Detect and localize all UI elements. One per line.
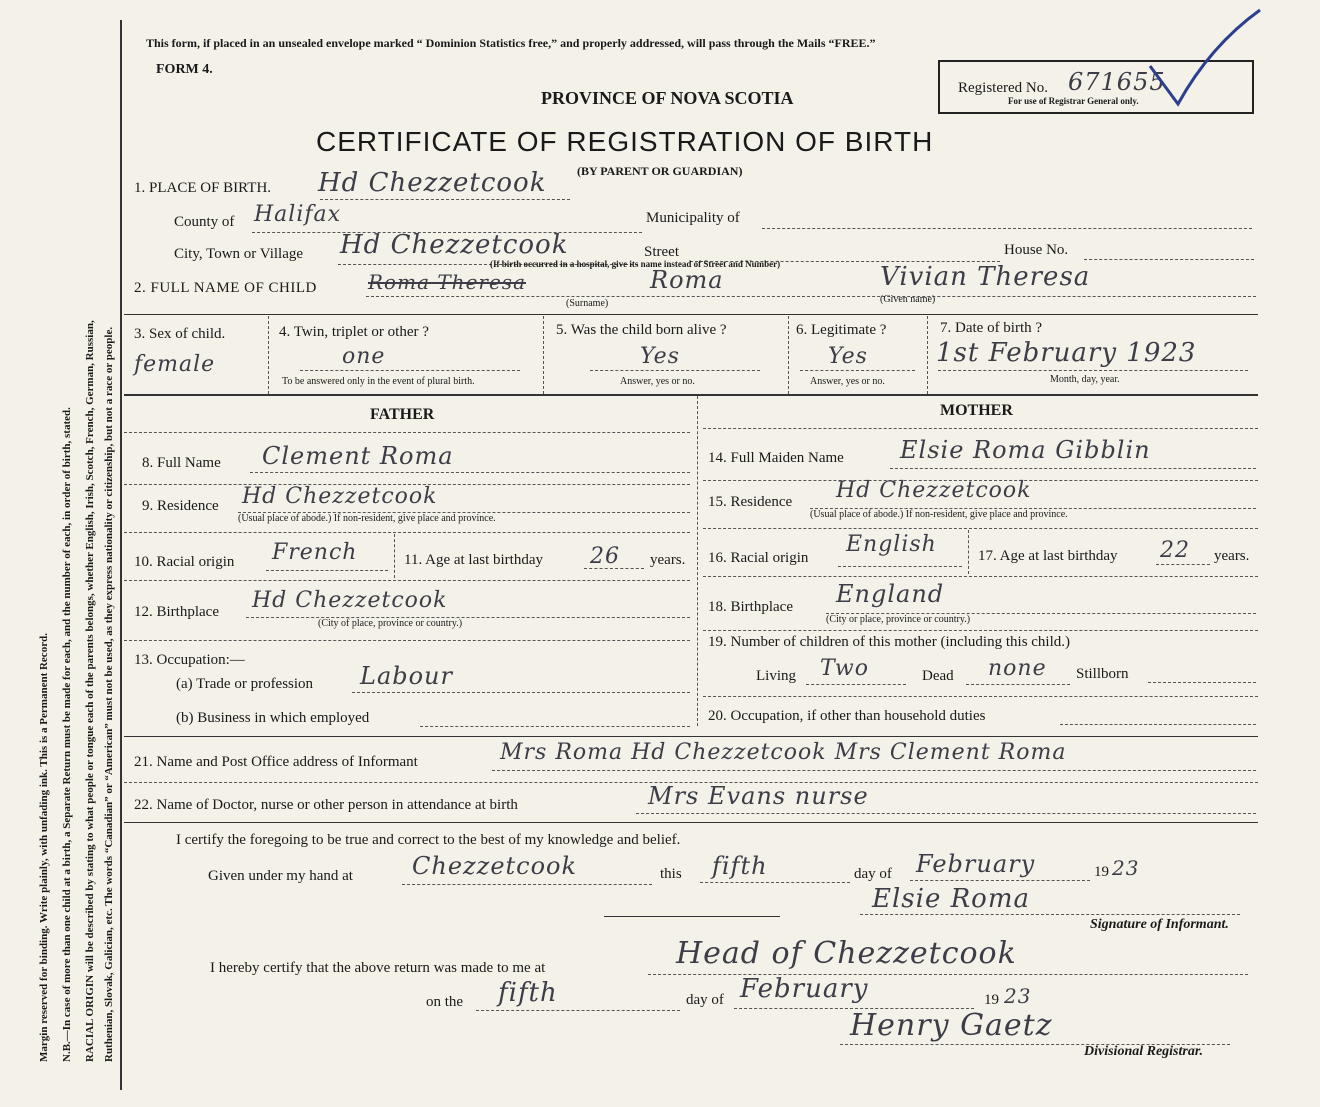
father-age-value: 26	[590, 544, 620, 569]
mother-occupation-label: 20. Occupation, if other than household duties	[708, 708, 986, 724]
hospital-note: (If birth occurred in a hospital, give its name instead of Street and Number)	[490, 259, 781, 269]
house-label: House No.	[1004, 242, 1069, 258]
municipality-label: Municipality of	[646, 210, 740, 226]
certify-year-value: 23	[1112, 856, 1140, 880]
mother-living-label: Living	[756, 668, 796, 684]
certify-year-prefix: 19	[1094, 864, 1109, 880]
mother-racial-label: 16. Racial origin	[708, 550, 809, 566]
mother-years: years.	[1214, 548, 1250, 564]
dob-caption: Month, day, year.	[1050, 374, 1120, 385]
informant-label: 21. Name and Post Office address of Informant	[134, 754, 418, 770]
registrar-note: For use of Registrar General only.	[1008, 96, 1139, 106]
registrar-caption: Divisional Registrar.	[1084, 1044, 1204, 1059]
legit-caption: Answer, yes or no.	[810, 376, 885, 387]
doctor-value: Mrs Evans nurse	[648, 782, 869, 810]
place-label: 1. PLACE OF BIRTH.	[134, 180, 272, 196]
dob-label: 7. Date of birth ?	[940, 320, 1043, 336]
father-name-label: 8. Full Name	[142, 455, 221, 471]
legit-value: Yes	[828, 344, 868, 369]
child-surname: Roma	[650, 266, 724, 294]
certify-day-value: fifth	[712, 852, 768, 880]
margin-note-racial-origin-cont: Ruthenian, Slovak, Galician, etc. The words “Canadian” or “American” must not be used, as they express nationality or citizenship, but not a race or people.	[103, 326, 115, 1062]
mother-residence-value: Hd Chezzetcook	[836, 478, 1032, 503]
alive-label: 5. Was the child born alive ?	[556, 322, 727, 338]
father-racial-value: French	[272, 540, 358, 565]
checkmark-icon	[1140, 6, 1270, 116]
alive-value: Yes	[640, 344, 680, 369]
father-name-value: Clement Roma	[262, 442, 454, 470]
certificate-title: CERTIFICATE OF REGISTRATION OF BIRTH	[316, 126, 934, 157]
registrar-month-value: February	[740, 974, 869, 1004]
certify-statement: I certify the foregoing to be true and correct to the best of my knowledge and belief.	[176, 832, 681, 848]
father-heading: FATHER	[370, 406, 435, 423]
legit-label: 6. Legitimate ?	[796, 322, 887, 338]
twin-label: 4. Twin, triplet or other ?	[279, 324, 429, 340]
mother-name-label: 14. Full Maiden Name	[708, 450, 844, 466]
registrar-place: Head of Chezzetcook	[676, 936, 1017, 971]
father-residence-label: 9. Residence	[142, 498, 219, 514]
mother-age-value: 22	[1160, 538, 1190, 563]
mother-children-label: 19. Number of children of this mother (including this child.)	[708, 634, 1071, 650]
registrar-year-prefix: 19	[984, 992, 999, 1008]
mother-living-value: Two	[820, 656, 869, 681]
father-residence-caption: (Usual place of abode.) If non-resident, give place and province.	[238, 513, 496, 524]
certify-this-label: this	[660, 866, 682, 882]
mother-name-value: Elsie Roma Gibblin	[900, 436, 1151, 464]
form-number: FORM 4.	[156, 62, 213, 77]
father-birthplace-caption: (City of place, province or country.)	[318, 618, 463, 629]
twin-caption: To be answered only in the event of plural birth.	[282, 376, 475, 387]
city-label: City, Town or Village	[174, 246, 304, 262]
father-occupation-label: 13. Occupation:—	[134, 652, 245, 668]
certify-day-of-label: day of	[854, 866, 892, 882]
sex-label: 3. Sex of child.	[134, 326, 226, 342]
registrar-signature: Henry Gaetz	[850, 1008, 1053, 1043]
mother-residence-caption: (Usual place of abode.) If non-resident, give place and province.	[810, 509, 1068, 520]
mother-birthplace-value: England	[836, 580, 945, 608]
dob-value: 1st February 1923	[936, 338, 1197, 368]
mother-stillborn-label: Stillborn	[1076, 666, 1129, 682]
mother-dead-label: Dead	[922, 668, 954, 684]
county-label: County of	[174, 214, 235, 230]
registrar-on-the: on the	[426, 994, 464, 1010]
father-years: years.	[650, 552, 686, 568]
child-given-name: Vivian Theresa	[880, 262, 1091, 292]
father-trade-value: Labour	[360, 662, 453, 690]
twin-value: one	[342, 344, 386, 369]
registrar-statement: I hereby certify that the above return was made to me at	[210, 960, 546, 976]
father-business-label: (b) Business in which employed	[176, 710, 370, 726]
informant-signature-caption: Signature of Informant.	[1090, 917, 1229, 932]
sex-value: female	[134, 352, 216, 377]
street-label: Street	[644, 244, 679, 260]
surname-caption: (Surname)	[566, 298, 609, 309]
father-trade-label: (a) Trade or profession	[176, 676, 314, 692]
margin-note-multiple-births: N.B.—In case of more than one child at a birth, a Separate Return must be made for each, and the number of each, in order of birth, stated.	[61, 407, 73, 1062]
certify-month-value: February	[916, 850, 1036, 878]
mother-heading: MOTHER	[940, 402, 1013, 419]
father-racial-label: 10. Racial origin	[134, 554, 235, 570]
mother-age-label: 17. Age at last birthday	[978, 548, 1118, 564]
city-value: Hd Chezzetcook	[340, 230, 569, 260]
doctor-label: 22. Name of Doctor, nurse or other person in attendance at birth	[134, 797, 518, 813]
province-heading: PROVINCE OF NOVA SCOTIA	[541, 88, 794, 108]
margin-note-binding: Margin reserved for binding. Write plainly, with unfading ink. This is a Permanent Record.	[38, 633, 50, 1062]
mother-dead-value: none	[988, 656, 1047, 681]
mother-birthplace-label: 18. Birthplace	[708, 599, 793, 615]
given-label: Given under my hand at	[208, 868, 353, 884]
mother-birthplace-caption: (City or place, province or country.)	[826, 614, 971, 625]
registrar-day-value: fifth	[498, 978, 558, 1008]
county-value: Halifax	[254, 202, 342, 227]
child-label: 2. FULL NAME OF CHILD	[134, 280, 317, 296]
margin-note-racial-origin: RACIAL ORIGIN will be described by stating to what people or tongue each of the parents belongs, whether English, Irish, Scotch, French, German, Russian,	[84, 320, 96, 1062]
binding-line	[120, 20, 122, 1090]
mother-racial-value: English	[846, 532, 937, 557]
place-value: Hd Chezzetcook	[318, 168, 547, 198]
given-caption: (Given name)	[880, 294, 936, 305]
certificate-subtitle: (BY PARENT OR GUARDIAN)	[577, 164, 743, 178]
father-age-label: 11. Age at last birthday	[404, 552, 543, 568]
alive-caption: Answer, yes or no.	[620, 376, 695, 387]
informant-value: Mrs Roma Hd Chezzetcook Mrs Clement Roma	[500, 740, 1067, 765]
father-residence-value: Hd Chezzetcook	[242, 484, 438, 509]
given-place: Chezzetcook	[412, 852, 578, 880]
mail-notice: This form, if placed in an unsealed envelope marked “ Dominion Statistics free,” and properly addressed, will pass through the Mails “FREE.”	[146, 36, 876, 50]
mother-residence-label: 15. Residence	[708, 494, 793, 510]
informant-signature: Elsie Roma	[872, 884, 1030, 914]
father-birthplace-label: 12. Birthplace	[134, 604, 219, 620]
father-birthplace-value: Hd Chezzetcook	[252, 588, 448, 613]
registrar-year-value: 23	[1004, 984, 1032, 1008]
registered-number: 671655	[1068, 68, 1166, 96]
child-surname-struck: Roma Theresa	[368, 270, 526, 294]
registrar-day-of-label: day of	[686, 992, 724, 1008]
registered-label: Registered No.	[958, 80, 1048, 96]
